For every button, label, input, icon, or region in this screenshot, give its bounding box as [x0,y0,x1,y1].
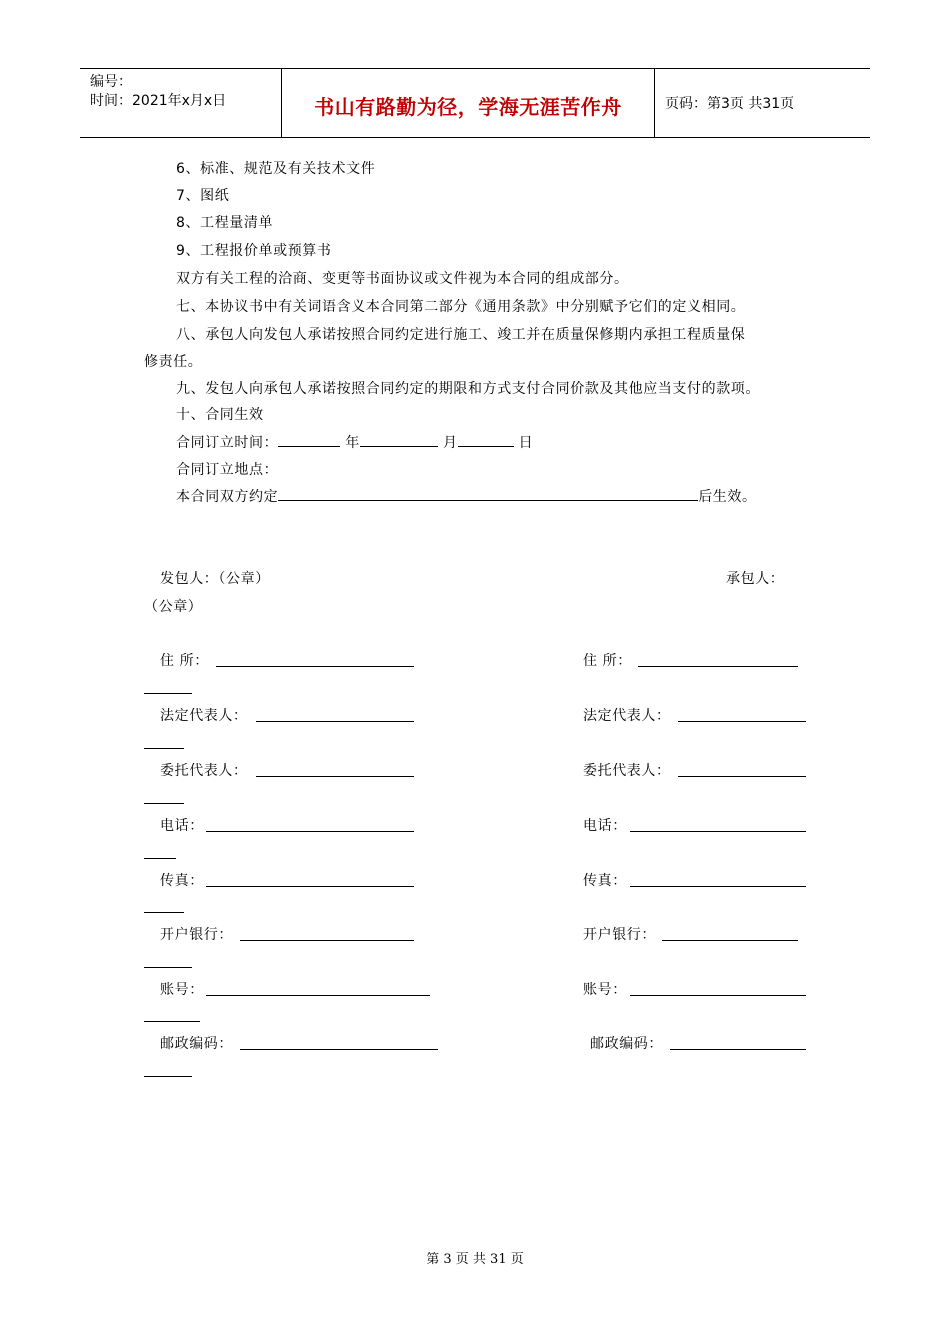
year-label: 年 [345,435,360,451]
blank-line[interactable] [144,967,192,968]
section-heading: 十、合同生效 [176,407,264,423]
blank-line[interactable] [638,666,798,667]
blank-line[interactable] [458,434,514,447]
employer-address-label: 住 所： [160,653,209,669]
page-footer: 第 3 页 共 31 页 [426,1252,524,1267]
document-header [80,68,870,138]
employer-fax-label: 传真： [160,873,204,889]
header-meta [90,73,226,111]
sign-place-label: 合同订立地点： [176,462,279,478]
contractor-address-label: 住 所： [583,653,632,669]
blank-line[interactable] [278,488,698,501]
sign-time-label: 合同订立时间： [176,435,279,451]
list-item: 7、图纸 [176,188,230,204]
employer-postcode-label: 邮政编码： [160,1036,233,1052]
blank-line[interactable] [256,721,414,722]
blank-line[interactable] [144,858,176,859]
contractor-seal-label: （公章） [144,599,203,615]
contractor-agent-label: 委托代表人： [583,763,671,779]
document-date: 时间：2021年x月x日 [90,93,227,109]
blank-line[interactable] [144,748,184,749]
month-label: 月 [442,435,458,451]
contractor-fax-label: 传真： [583,873,627,889]
document-number: 编号： [90,74,132,90]
blank-line[interactable] [216,666,414,667]
blank-line[interactable] [670,1049,806,1050]
blank-line[interactable] [630,995,806,996]
blank-line[interactable] [278,434,340,447]
contractor-postcode-label: 邮政编码： [590,1036,663,1052]
blank-line[interactable] [630,831,806,832]
blank-line[interactable] [144,1021,200,1022]
blank-line[interactable] [360,434,438,447]
blank-line[interactable] [144,693,192,694]
blank-line[interactable] [144,1076,192,1077]
paragraph: 九、发包人向承包人承诺按照合同约定的期限和方式支付合同价款及其他应当支付的款项。 [176,381,760,397]
blank-line[interactable] [206,995,430,996]
agreed-prefix: 本合同双方约定 [176,489,279,505]
blank-line[interactable] [240,940,414,941]
blank-line[interactable] [630,886,806,887]
blank-line[interactable] [144,803,184,804]
contractor-legal-rep-label: 法定代表人： [583,708,671,724]
contractor-account-label: 账号： [583,982,627,998]
list-item: 6、标准、规范及有关技术文件 [176,161,376,177]
paragraph: 修责任。 [144,354,203,370]
sign-time-row [176,432,533,452]
blank-line[interactable] [662,940,798,941]
list-item: 9、工程报价单或预算书 [176,243,332,259]
blank-line[interactable] [678,776,806,777]
employer-legal-rep-label: 法定代表人： [160,708,248,724]
header-page-info: 页码：第3页 共31页 [665,96,795,112]
blank-line[interactable] [256,776,414,777]
header-divider [654,69,655,137]
contractor-phone-label: 电话： [583,818,627,834]
header-motto: 书山有路勤为径，学海无涯苦作舟 [314,95,622,119]
paragraph: 八、承包人向发包人承诺按照合同约定进行施工、竣工并在质量保修期内承担工程质量保 [176,327,746,343]
day-label: 日 [518,435,534,451]
contractor-bank-label: 开户银行： [583,927,656,943]
employer-agent-label: 委托代表人： [160,763,248,779]
blank-line[interactable] [678,721,806,722]
blank-line[interactable] [206,886,414,887]
effective-row [176,486,757,506]
paragraph: 双方有关工程的洽商、变更等书面协议或文件视为本合同的组成部分。 [176,271,629,287]
employer-label: 发包人：（公章） [160,571,270,587]
contractor-label: 承包人： [726,571,785,587]
blank-line[interactable] [240,1049,438,1050]
employer-account-label: 账号： [160,982,204,998]
list-item: 8、工程量清单 [176,215,274,231]
employer-bank-label: 开户银行： [160,927,233,943]
employer-phone-label: 电话： [160,818,204,834]
agreed-suffix: 后生效。 [698,489,757,505]
paragraph: 七、本协议书中有关词语含义本合同第二部分《通用条款》中分别赋予它们的定义相同。 [176,299,746,315]
blank-line[interactable] [144,912,184,913]
blank-line[interactable] [206,831,414,832]
